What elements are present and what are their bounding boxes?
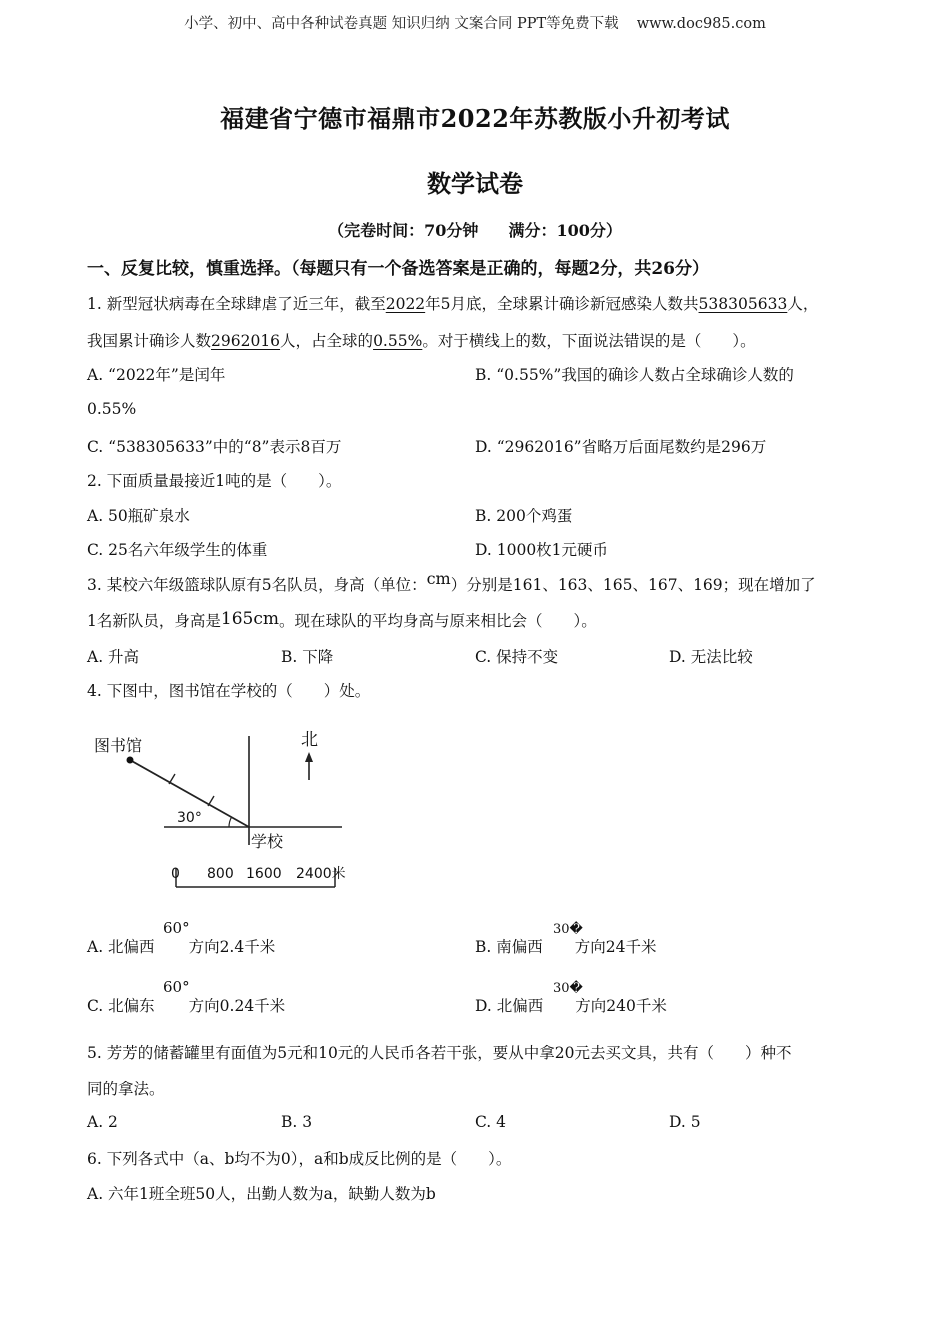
q4-stem: 4. 下图中，图书馆在学校的（ ）处。 bbox=[87, 682, 371, 700]
scale-label-1600: 1600 bbox=[246, 866, 282, 882]
q1-stem-line2: 我国累计确诊人数2962016人，占全球的0.55%。对于横线上的数，下面说法错误的是（ ）。 bbox=[87, 332, 756, 350]
q1-option-d[interactable]: D. “2962016”省略万后面尾数约是296万 bbox=[475, 438, 767, 456]
q4-option-a-degree: 60° bbox=[163, 919, 190, 937]
q2-option-a[interactable]: A. 50瓶矿泉水 bbox=[87, 507, 190, 525]
scale-label-0: 0 bbox=[171, 866, 180, 882]
q6-stem: 6. 下列各式中（a、b均不为0），a和b成反比例的是（ ）。 bbox=[87, 1150, 512, 1168]
exam-subtitle: 数学试卷 bbox=[427, 169, 523, 198]
q3-option-b[interactable]: B. 下降 bbox=[281, 648, 334, 666]
q3-unit: cm bbox=[426, 569, 451, 588]
exam-info bbox=[0, 218, 950, 241]
section-heading: 一、反复比较，慎重选择。（每题只有一个备选答案是正确的，每题2分，共26分） bbox=[87, 259, 709, 279]
q3-stem-line1: 3. 某校六年级篮球队原有5名队员，身高（单位：cm）分别是161、163、165、167、169；现在增加了 bbox=[87, 569, 816, 594]
q2-option-d[interactable]: D. 1000枚1元硬币 bbox=[475, 541, 609, 559]
scale-label-2400: 2400米 bbox=[296, 866, 346, 882]
q6-option-a[interactable]: A. 六年1班全班50人，出勤人数为a，缺勤人数为b bbox=[87, 1185, 436, 1203]
q4-option-c-degree: 60° bbox=[163, 978, 190, 996]
q3-height: 165cm bbox=[220, 609, 279, 629]
header-site[interactable]: www.doc985.com bbox=[636, 16, 766, 32]
north-arrow-head bbox=[305, 752, 313, 762]
q5-stem-line2: 同的拿法。 bbox=[87, 1080, 165, 1098]
q2-option-c[interactable]: C. 25名六年级学生的体重 bbox=[87, 541, 268, 559]
q5-option-d[interactable]: D. 5 bbox=[669, 1113, 701, 1131]
exam-time: （完卷时间：70分钟 bbox=[328, 221, 479, 240]
q4-option-c[interactable]: C. 北偏东 方向0.24千米 bbox=[87, 997, 286, 1015]
exam-score: 满分：100分） bbox=[508, 221, 622, 240]
library-label: 图书馆 bbox=[94, 736, 143, 755]
q1-option-b[interactable]: B. “0.55%”我国的确诊人数占全球确诊人数的 bbox=[475, 366, 794, 384]
q1-stem-line1: 1. 新型冠状病毒在全球肆虐了近三年，截至2022年5月底，全球累计确诊新冠感染人数共538305633人， bbox=[87, 295, 819, 313]
q1-option-a[interactable]: A. “2022年”是闰年 bbox=[87, 366, 226, 384]
q3-option-c[interactable]: C. 保持不变 bbox=[475, 648, 559, 666]
angle-label: 30° bbox=[177, 810, 202, 826]
q2-stem: 2. 下面质量最接近1吨的是（ ）。 bbox=[87, 472, 342, 490]
library-point bbox=[127, 757, 134, 764]
q1-year: 2022 bbox=[385, 295, 426, 313]
page-header bbox=[0, 12, 950, 33]
q3-option-a[interactable]: A. 升高 bbox=[87, 648, 140, 666]
q1-china-count: 2962016 bbox=[211, 332, 281, 350]
q1-global-count: 538305633 bbox=[698, 295, 788, 313]
header-links: 小学、初中、高中各种试卷真题 知识归纳 文案合同 PPT等免费下载 bbox=[184, 16, 619, 32]
segment-tick bbox=[169, 774, 175, 784]
q5-option-c[interactable]: C. 4 bbox=[475, 1113, 507, 1131]
exam-title: 福建省宁德市福鼎市2022年苏教版小升初考试 bbox=[220, 104, 730, 133]
q4-option-d-degree: 30� bbox=[553, 981, 583, 996]
q4-option-a[interactable]: A. 北偏西 方向2.4千米 bbox=[87, 938, 276, 956]
q4-direction-diagram bbox=[80, 720, 370, 895]
q4-option-d[interactable]: D. 北偏西 方向240千米 bbox=[475, 997, 667, 1015]
q1-option-c[interactable]: C. “538305633”中的“8”表示8百万 bbox=[87, 438, 342, 456]
q2-option-b[interactable]: B. 200个鸡蛋 bbox=[475, 507, 573, 525]
segment-tick bbox=[208, 796, 214, 806]
q5-option-b[interactable]: B. 3 bbox=[281, 1113, 313, 1131]
q1-percent: 0.55% bbox=[373, 332, 423, 350]
q3-stem-line2: 1名新队员，身高是165cm。现在球队的平均身高与原来相比会（ ）。 bbox=[87, 609, 597, 630]
q4-option-b[interactable]: B. 南偏西 方向24千米 bbox=[475, 938, 657, 956]
scale-label-800: 800 bbox=[207, 866, 234, 882]
q3-option-d[interactable]: D. 无法比较 bbox=[669, 648, 753, 666]
angle-arc bbox=[229, 817, 232, 827]
q4-option-b-degree: 30� bbox=[553, 922, 583, 937]
q1-option-b-cont: 0.55% bbox=[87, 400, 137, 418]
q5-stem-line1: 5. 芳芳的储蓄罐里有面值为5元和10元的人民币各若干张，要从中拿20元去买文具，共有（ ）种不 bbox=[87, 1044, 792, 1062]
q5-option-a[interactable]: A. 2 bbox=[87, 1113, 118, 1131]
school-label: 学校 bbox=[251, 832, 284, 851]
north-label: 北 bbox=[301, 730, 318, 750]
